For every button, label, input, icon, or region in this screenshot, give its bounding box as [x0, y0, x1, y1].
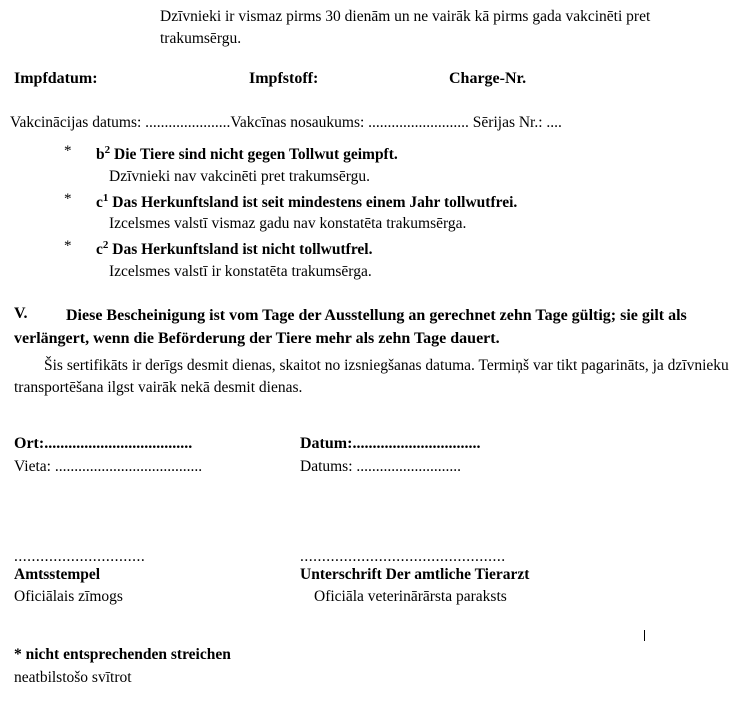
- place-date-de-row: [14, 435, 714, 458]
- bullet-code: c: [96, 193, 103, 211]
- statement-bullet-list: [14, 143, 734, 286]
- veterinararsta-paraksts-label: Oficiāla veterinārārsta paraksts: [314, 588, 507, 605]
- section-lv-text: Šis sertifikāts ir derīgs desmit dienas, skaitot no izsniegšanas datuma. Termiņš var tikt pagarināts, ja dzīvnieku transportēšana ilgst vairāk nekā desmit dienas.: [14, 356, 729, 396]
- bullet-de-text: [96, 191, 734, 214]
- bullet-lv-text: Izcelsmes valstī vismaz gadu nav konstatēta trakumsērga.: [109, 215, 467, 233]
- bullet-code-sup: 1: [102, 191, 109, 204]
- bullet-de-body: Das Herkunftsland ist nicht tollwutfrel.: [112, 241, 373, 259]
- signature-labels-lv: [14, 588, 734, 610]
- page-tick-mark: [644, 630, 645, 641]
- signature-block: [14, 548, 734, 610]
- signature-dotted-lines: [14, 548, 734, 566]
- ort-field[interactable]: Ort:.....................................: [14, 435, 193, 452]
- section-de-text: Diese Bescheinigung ist vom Tage der Ausstellung an gerechnet zehn Tage gültig; sie gilt als verlängert, wenn die Beförderung der Tiere mehr als zehn Tage dauert.: [14, 307, 687, 347]
- footnote-lv: neatbilstošo svītrot: [14, 669, 132, 686]
- signature-labels-de: [14, 566, 734, 588]
- header-impfdatum: Impfdatum:: [14, 70, 98, 87]
- asterisk-icon: *: [64, 238, 72, 255]
- header-charge-nr: Charge-Nr.: [449, 70, 527, 87]
- section-five: [14, 305, 729, 399]
- bullet-de-body: Das Herkunftsland ist seit mindestens einem Jahr tollwutfrei.: [112, 193, 518, 211]
- oficialais-zimogs-label: Oficiālais zīmogs: [14, 588, 123, 605]
- unterschrift-label: Unterschrift Der amtliche Tierarzt: [300, 566, 530, 583]
- vieta-field[interactable]: Vieta: ......................................: [14, 458, 203, 475]
- datum-field[interactable]: Datum:................................: [300, 435, 481, 452]
- header-impfstoff: Impfstoff:: [249, 70, 319, 87]
- footnote-de: * nicht entsprechenden streichen: [14, 646, 231, 663]
- bullet-lv-text: Dzīvnieki nav vakcinēti pret trakumsērgu.: [109, 167, 370, 185]
- bullet-code: b: [96, 146, 105, 164]
- bullet-code: c: [96, 241, 103, 259]
- vaccination-fill-line: Vakcinācijas datums: ......................Vakcīnas nosaukums: .......................... Sērijas Nr.: ....: [10, 114, 562, 131]
- bullet-code-sup: 2: [104, 144, 111, 156]
- bullet-de-body: Die Tiere sind nicht gegen Tollwut geimpft.: [114, 146, 398, 164]
- stamp-dotted-line: ..............................: [14, 548, 146, 565]
- bullet-de-text: [96, 143, 734, 166]
- amtsstempel-label: Amtsstempel: [14, 566, 101, 583]
- list-item: [14, 143, 734, 188]
- footnote-block: [14, 646, 714, 687]
- list-item: [14, 191, 734, 236]
- section-number: V.: [14, 305, 28, 322]
- intro-paragraph: Dzīvnieki ir vismaz pirms 30 dienām un ne vairāk kā pirms gada vakcinēti pret trakumsērgu.: [160, 8, 651, 47]
- asterisk-icon: *: [64, 143, 72, 159]
- bullet-de-text: [96, 238, 734, 261]
- bullet-code-sup: 2: [102, 239, 109, 252]
- bullet-lv-text: Izcelsmes valstī ir konstatēta trakumsērga.: [109, 262, 372, 280]
- place-date-block: [14, 435, 714, 481]
- list-item: [14, 238, 734, 283]
- place-date-lv-row: [14, 458, 714, 481]
- asterisk-icon: *: [64, 190, 72, 207]
- signature-dotted-line: ...............................................: [300, 548, 506, 565]
- datums-field[interactable]: Datums: ...........................: [300, 458, 462, 475]
